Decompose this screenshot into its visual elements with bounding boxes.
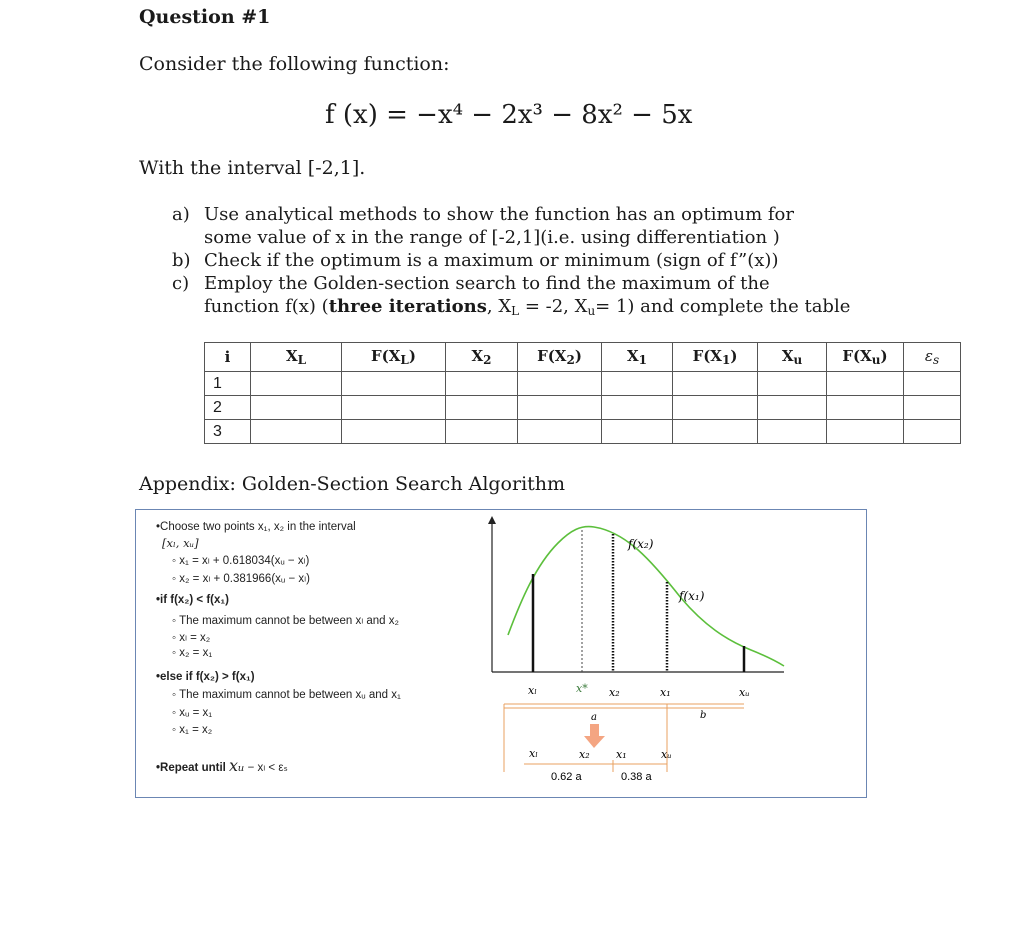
table-row [205,396,961,420]
task-b-text: Check if the optimum is a maximum or minimum (sign of f”(x)) [204,250,779,271]
cell-x2[interactable] [446,396,518,420]
cell-fx1[interactable] [673,420,758,444]
step-else-a: ◦ xᵤ = x₁ [172,707,213,719]
cell-es[interactable] [904,396,961,420]
cell-xl[interactable] [251,372,342,396]
lower-label-xu: xᵤ [661,748,672,761]
cell-fx2[interactable] [518,420,602,444]
cell-x1[interactable] [602,396,673,420]
cell-fxl[interactable] [342,396,446,420]
repeat-post: − xₗ < εₛ [244,762,288,774]
lower-label-xl: xₗ [529,747,538,760]
function-formula: f (x) = −x⁴ − 2x³ − 8x² − 5x [325,100,693,130]
col-header-fxu: $F(X_u)$ [827,343,904,372]
col-header-fx1: $F(X_1)$ [673,343,758,372]
golden-section-graph [136,510,866,797]
table-header-row [205,343,961,372]
repeat-xu: xᵤ [229,756,245,775]
step-x1-def: ◦ x₁ = xₗ + 0.618034(xᵤ − xₗ) [172,555,310,567]
col-header-xu: $X_u$ [758,343,827,372]
task-a [172,204,794,225]
cell-fxl[interactable] [342,420,446,444]
cell-es[interactable] [904,372,961,396]
task-a-line2: some value of x in the range of [-2,1](i.e. using differentiation ) [204,227,780,248]
step-else: •else if f(x₂) > f(x₁) [156,671,255,683]
cell-fx1[interactable] [673,396,758,420]
cell-x2[interactable] [446,372,518,396]
task-b [172,250,778,271]
col-header-fxl: $F(X_L)$ [342,343,446,372]
task-c-eq1: = -2, X [519,296,588,317]
task-c-eq2: = 1) and complete the table [595,296,851,317]
axis-label-xu: xᵤ [739,686,750,699]
cell-xu[interactable] [758,372,827,396]
task-c-label: c) [172,273,190,294]
table-row [205,372,961,396]
axis-label-xl: xₗ [528,684,537,697]
cell-x1[interactable] [602,420,673,444]
cell-fxu[interactable] [827,372,904,396]
step-if-b: ◦ x₂ = x₁ [172,647,213,659]
question-title: Question #1 [139,6,271,28]
task-c-line2 [204,296,850,318]
appendix-title: Appendix: Golden-Section Search Algorithm [139,473,566,495]
intro-text: Consider the following function: [139,53,450,75]
step-choose: •Choose two points x₁, x₂ in the interval [156,521,356,533]
label-ratio-b: 0.38 a [621,771,652,783]
col-header-es: $\varepsilon_s$ [904,343,961,372]
interval-text: With the interval [-2,1]. [139,157,366,179]
axis-label-x1: x₁ [660,686,671,699]
down-arrow-stem [590,724,599,736]
col-header-x1: $X_1$ [602,343,673,372]
step-interval: [xₗ, xᵤ] [162,536,199,550]
step-if-a: ◦ xₗ = x₂ [172,632,211,644]
cell-x2[interactable] [446,420,518,444]
axis-label-xstar: x* [576,682,588,695]
row-index: 1 [205,372,251,396]
task-a-line1: Use analytical methods to show the function has an optimum for [204,204,795,225]
step-else-b: ◦ x₁ = x₂ [172,724,213,736]
task-b-label: b) [172,250,191,271]
row-index: 2 [205,396,251,420]
col-header-x2: $X_2$ [446,343,518,372]
task-c-line2-post: , X [486,296,512,317]
cell-xu[interactable] [758,420,827,444]
algorithm-figure [135,509,867,798]
cell-fxl[interactable] [342,372,446,396]
y-axis-arrow [488,516,496,524]
label-a: a [591,712,597,723]
cell-xl[interactable] [251,420,342,444]
task-c-sub-u: u [587,304,596,318]
cell-fx2[interactable] [518,396,602,420]
table-row [205,420,961,444]
step-if: •if f(x₂) < f(x₁) [156,594,229,606]
cell-fx2[interactable] [518,372,602,396]
cell-es[interactable] [904,420,961,444]
step-else-note: ◦ The maximum cannot be between xᵤ and x₁ [172,689,401,701]
cell-fx1[interactable] [673,372,758,396]
step-x2-def: ◦ x₂ = xₗ + 0.381966(xᵤ − xₗ) [172,573,310,585]
row-index: 3 [205,420,251,444]
col-header-xl: $X_L$ [251,343,342,372]
task-c-bold: three iterations [328,296,487,317]
task-c-sub-l: L [511,304,520,318]
step-if-note: ◦ The maximum cannot be between xₗ and x₂ [172,615,399,627]
label-f-x1: f(x₁) [679,589,705,603]
label-ratio-a: 0.62 a [551,771,582,783]
axis-label-x2: x₂ [609,686,620,699]
cell-fxu[interactable] [827,420,904,444]
task-a-label: a) [172,204,190,225]
task-c-line2-pre: function f(x) ( [204,296,329,317]
label-f-x2: f(x₂) [628,537,654,551]
lower-label-x2: x₂ [579,748,590,761]
down-arrow-icon [584,736,605,748]
col-header-i: i [205,343,251,372]
task-c [172,273,770,294]
cell-x1[interactable] [602,372,673,396]
col-header-fx2: $F(X_2)$ [518,343,602,372]
cell-xu[interactable] [758,396,827,420]
iteration-table [204,342,961,444]
repeat-pre: •Repeat until [156,762,230,774]
cell-xl[interactable] [251,396,342,420]
lower-label-x1: x₁ [616,748,627,761]
label-b: b [700,710,707,721]
cell-fxu[interactable] [827,396,904,420]
task-c-line1: Employ the Golden-section search to find the maximum of the [204,273,770,294]
